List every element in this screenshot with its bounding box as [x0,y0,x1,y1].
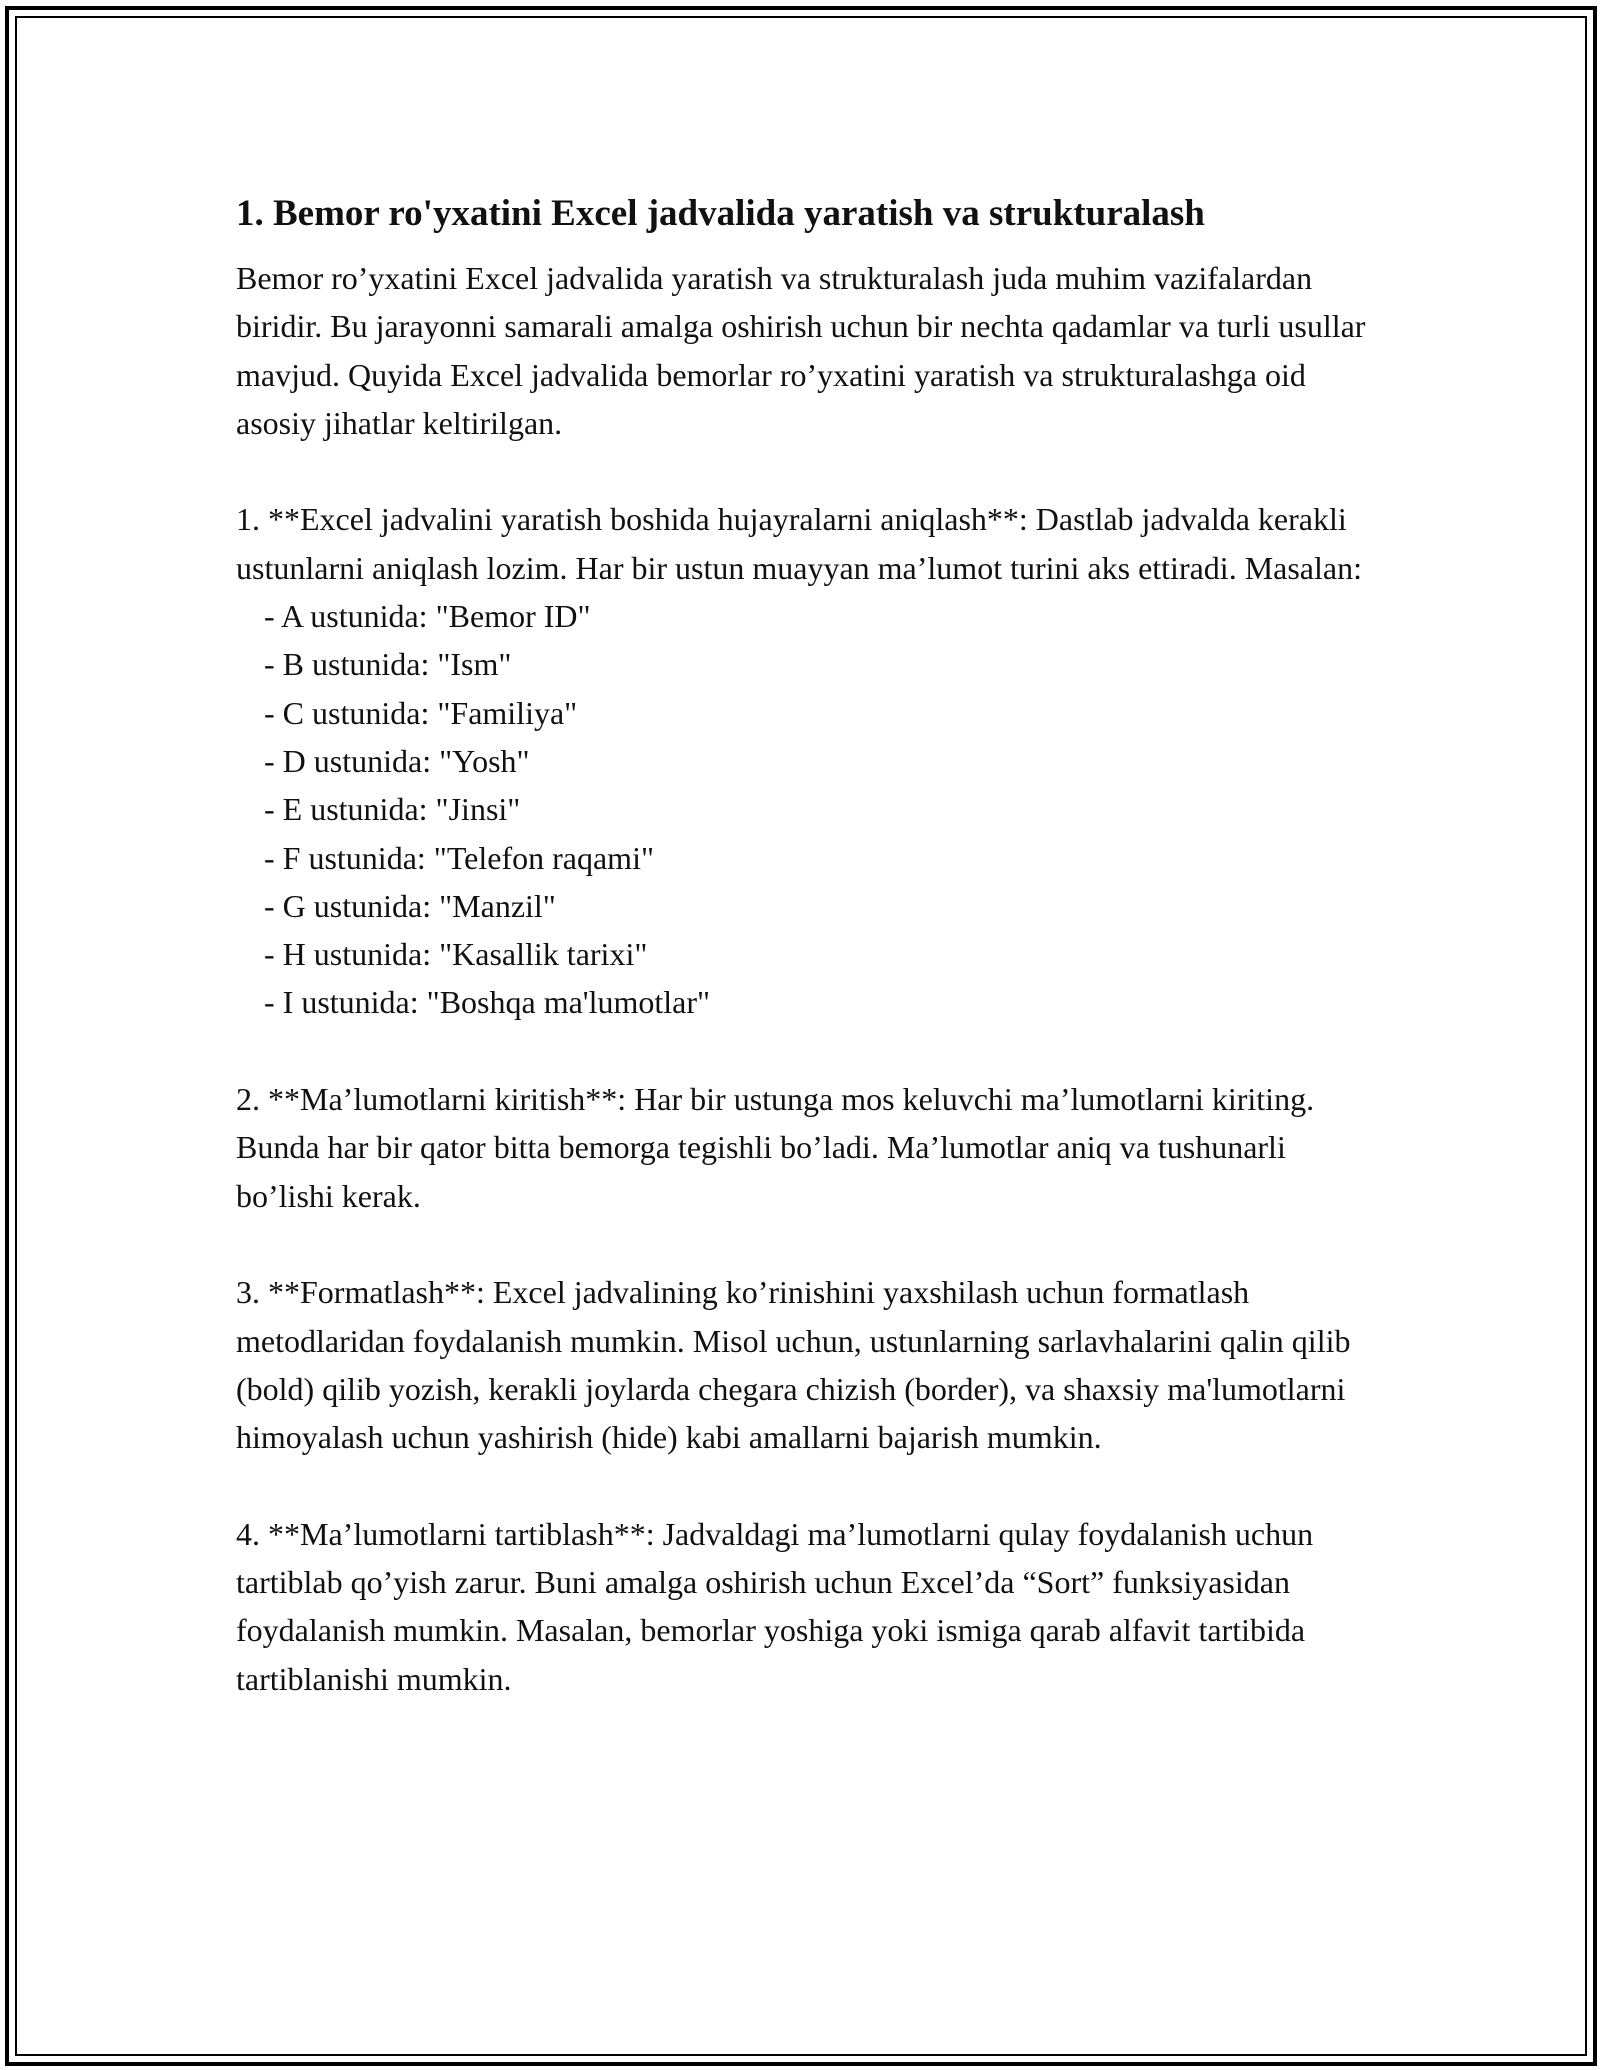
column-item-e: - E ustunida: "Jinsi" [264,791,521,828]
column-item-h: - H ustunida: "Kasallik tarixi" [264,936,648,973]
document-body [236,186,1386,1703]
column-item-a: - A ustunida: "Bemor ID" [264,598,591,635]
step-4-paragraph: 4. **Ma’lumotlarni tartiblash**: Jadvaldagi ma’lumotlarni qulay foydalanish uchun tartiblab qo’yish zarur. Buni amalga oshirish uchun Excel’da “Sort” funksiyasidan foydalanish mumkin. Masalan, bemorlar yoshiga yoki ismiga qarab alfavit tartibida tartiblanishi mumkin. [236,1515,1322,1697]
step-1-paragraph: 1. **Excel jadvalini yaratish boshida hujayralarni aniqlash**: Dastlab jadvalda kerakli ustunlarni aniqlash lozim. Har bir ustun muayyan ma’lumot turini aks ettiradi. Masalan: [236,501,1362,586]
step-2-paragraph: 2. **Ma’lumotlarni kiritish**: Har bir ustunga mos keluvchi ma’lumotlarni kiriting. Bunda har bir qator bitta bemorga tegishli bo’ladi. Ma’lumotlar aniq va tushunarli bo’lishi kerak. [236,1081,1323,1214]
column-item-i: - I ustunida: "Boshqa ma'lumotlar" [264,984,711,1021]
paragraph-gap [236,1461,1386,1509]
column-item-c: - C ustunida: "Familiya" [264,694,578,731]
intro-paragraph: Bemor ro’yxatini Excel jadvalida yaratish va strukturalash juda muhim vazifalardan biridir. Bu jarayonni samarali amalga oshirish uchun bir nechta qadamlar va turli usullar mavjud. Quyida Excel jadvalida bemorlar ro’yxatini yaratish va strukturalashga oid asosiy jihatlar keltirilgan. [236,260,1374,441]
column-item-f: - F ustunida: "Telefon raqami" [264,839,655,876]
column-item-b: - B ustunida: "Ism" [264,646,512,683]
column-item-g: - G ustunida: "Manzil" [264,887,556,924]
step-3-paragraph: 3. **Formatlash**: Excel jadvalining ko’rinishini yaxshilash uchun formatlash metodlaridan foydalanish mumkin. Misol uchun, ustunlarning sarlavhalarini qalin qilib (bold) qilib yozish, kerakli joylarda chegara chizish (border), va shaxsiy ma'lumotlarni himoyalash uchun yashirish (hide) kabi amallarni bajarish mumkin. [236,1274,1359,1456]
column-list [236,592,1386,1027]
paragraph-gap [236,447,1386,495]
section-heading: 1. Bemor ro'yxatini Excel jadvalida yaratish va strukturalash [236,193,1205,234]
paragraph-gap [236,1027,1386,1075]
column-item-d: - D ustunida: "Yosh" [264,742,530,779]
paragraph-gap [236,1220,1386,1268]
